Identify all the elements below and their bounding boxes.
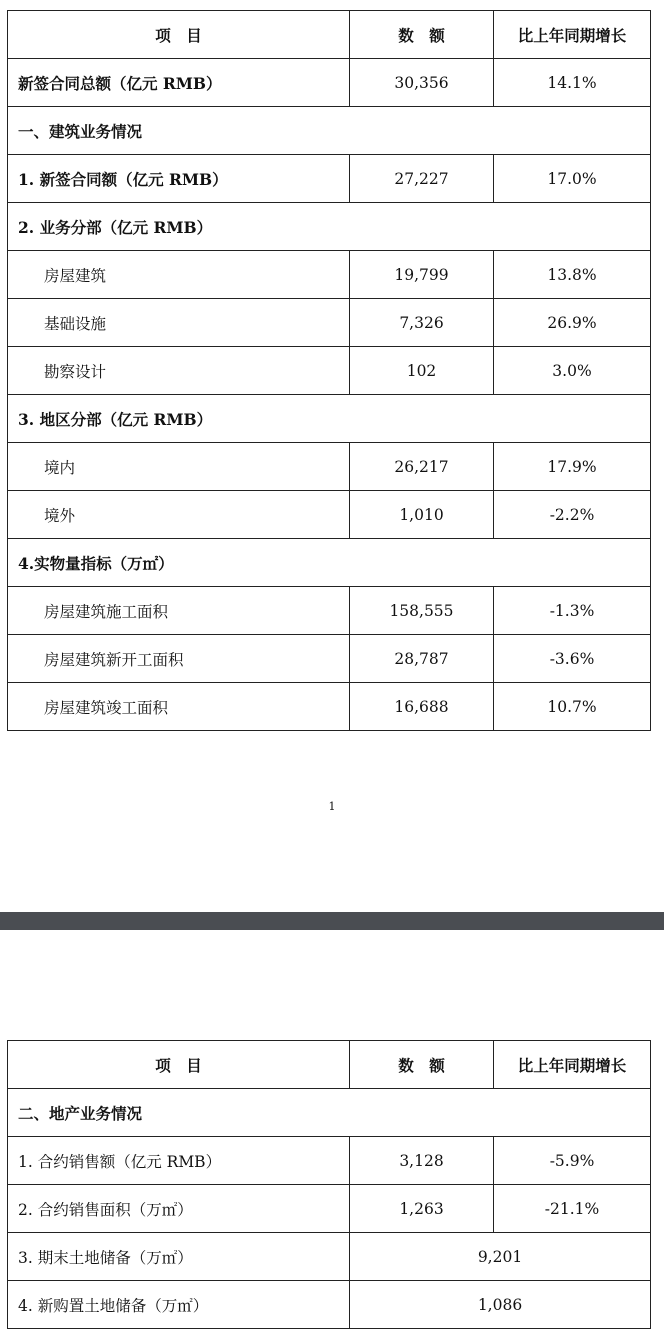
- row-amount: 1,263: [350, 1185, 494, 1233]
- row-label: 房屋建筑施工面积: [8, 587, 350, 635]
- table-row: [8, 1137, 651, 1185]
- section-row: [8, 107, 651, 155]
- row-merged-value: 9,201: [350, 1233, 651, 1281]
- table-row: [8, 1233, 651, 1281]
- section-row: [8, 395, 651, 443]
- page-number: 1: [328, 800, 336, 813]
- row-growth: -21.1%: [494, 1185, 651, 1233]
- row-amount: 19,799: [350, 251, 494, 299]
- row-amount: 1,010: [350, 491, 494, 539]
- section-row: [8, 1089, 651, 1137]
- construction-stats-table: [7, 10, 651, 731]
- table-row: [8, 683, 651, 731]
- row-label: 1. 新签合同额（亿元 RMB）: [8, 155, 350, 203]
- row-growth: -1.3%: [494, 587, 651, 635]
- section-label: 一、建筑业务情况: [8, 107, 651, 155]
- table-row: [8, 299, 651, 347]
- row-label: 境内: [8, 443, 350, 491]
- table-row: [8, 635, 651, 683]
- row-growth: 14.1%: [494, 59, 651, 107]
- section-row: [8, 203, 651, 251]
- row-growth: -5.9%: [494, 1137, 651, 1185]
- row-label: 基础设施: [8, 299, 350, 347]
- section-label: 2. 业务分部（亿元 RMB）: [8, 203, 651, 251]
- row-label: 房屋建筑竣工面积: [8, 683, 350, 731]
- row-amount: 158,555: [350, 587, 494, 635]
- section-row: [8, 539, 651, 587]
- section-label: 4.实物量指标（万㎡）: [8, 539, 651, 587]
- section-label: 3. 地区分部（亿元 RMB）: [8, 395, 651, 443]
- row-growth: 26.9%: [494, 299, 651, 347]
- real-estate-stats-table: [7, 1040, 651, 1329]
- row-label: 4. 新购置土地储备（万㎡）: [8, 1281, 350, 1329]
- header-item: 项 目: [8, 1041, 350, 1089]
- table-row: [8, 59, 651, 107]
- table-row: [8, 1281, 651, 1329]
- row-amount: 28,787: [350, 635, 494, 683]
- table-row: [8, 1185, 651, 1233]
- header-amount: 数 额: [350, 11, 494, 59]
- row-label: 房屋建筑: [8, 251, 350, 299]
- table-header-row: [8, 11, 651, 59]
- table-row: [8, 491, 651, 539]
- section-label: 二、地产业务情况: [8, 1089, 651, 1137]
- row-label: 3. 期末土地储备（万㎡）: [8, 1233, 350, 1281]
- row-label: 房屋建筑新开工面积: [8, 635, 350, 683]
- table-header-row: [8, 1041, 651, 1089]
- row-growth: 13.8%: [494, 251, 651, 299]
- table-row: [8, 347, 651, 395]
- row-growth: 10.7%: [494, 683, 651, 731]
- header-item: 项 目: [8, 11, 350, 59]
- row-amount: 7,326: [350, 299, 494, 347]
- row-amount: 26,217: [350, 443, 494, 491]
- row-amount: 102: [350, 347, 494, 395]
- header-growth: 比上年同期增长: [494, 1041, 651, 1089]
- row-label: 新签合同总额（亿元 RMB）: [8, 59, 350, 107]
- table-row: [8, 155, 651, 203]
- row-label: 2. 合约销售面积（万㎡）: [8, 1185, 350, 1233]
- row-growth: 3.0%: [494, 347, 651, 395]
- row-amount: 16,688: [350, 683, 494, 731]
- row-label: 境外: [8, 491, 350, 539]
- document-page-2: [0, 930, 664, 1344]
- table-row: [8, 443, 651, 491]
- row-label: 1. 合约销售额（亿元 RMB）: [8, 1137, 350, 1185]
- header-amount: 数 额: [350, 1041, 494, 1089]
- header-growth: 比上年同期增长: [494, 11, 651, 59]
- row-merged-value: 1,086: [350, 1281, 651, 1329]
- row-growth: 17.0%: [494, 155, 651, 203]
- row-amount: 3,128: [350, 1137, 494, 1185]
- row-growth: 17.9%: [494, 443, 651, 491]
- row-amount: 27,227: [350, 155, 494, 203]
- row-label: 勘察设计: [8, 347, 350, 395]
- table-row: [8, 251, 651, 299]
- page-separator: [0, 912, 664, 930]
- row-growth: -2.2%: [494, 491, 651, 539]
- row-amount: 30,356: [350, 59, 494, 107]
- row-growth: -3.6%: [494, 635, 651, 683]
- table-row: [8, 587, 651, 635]
